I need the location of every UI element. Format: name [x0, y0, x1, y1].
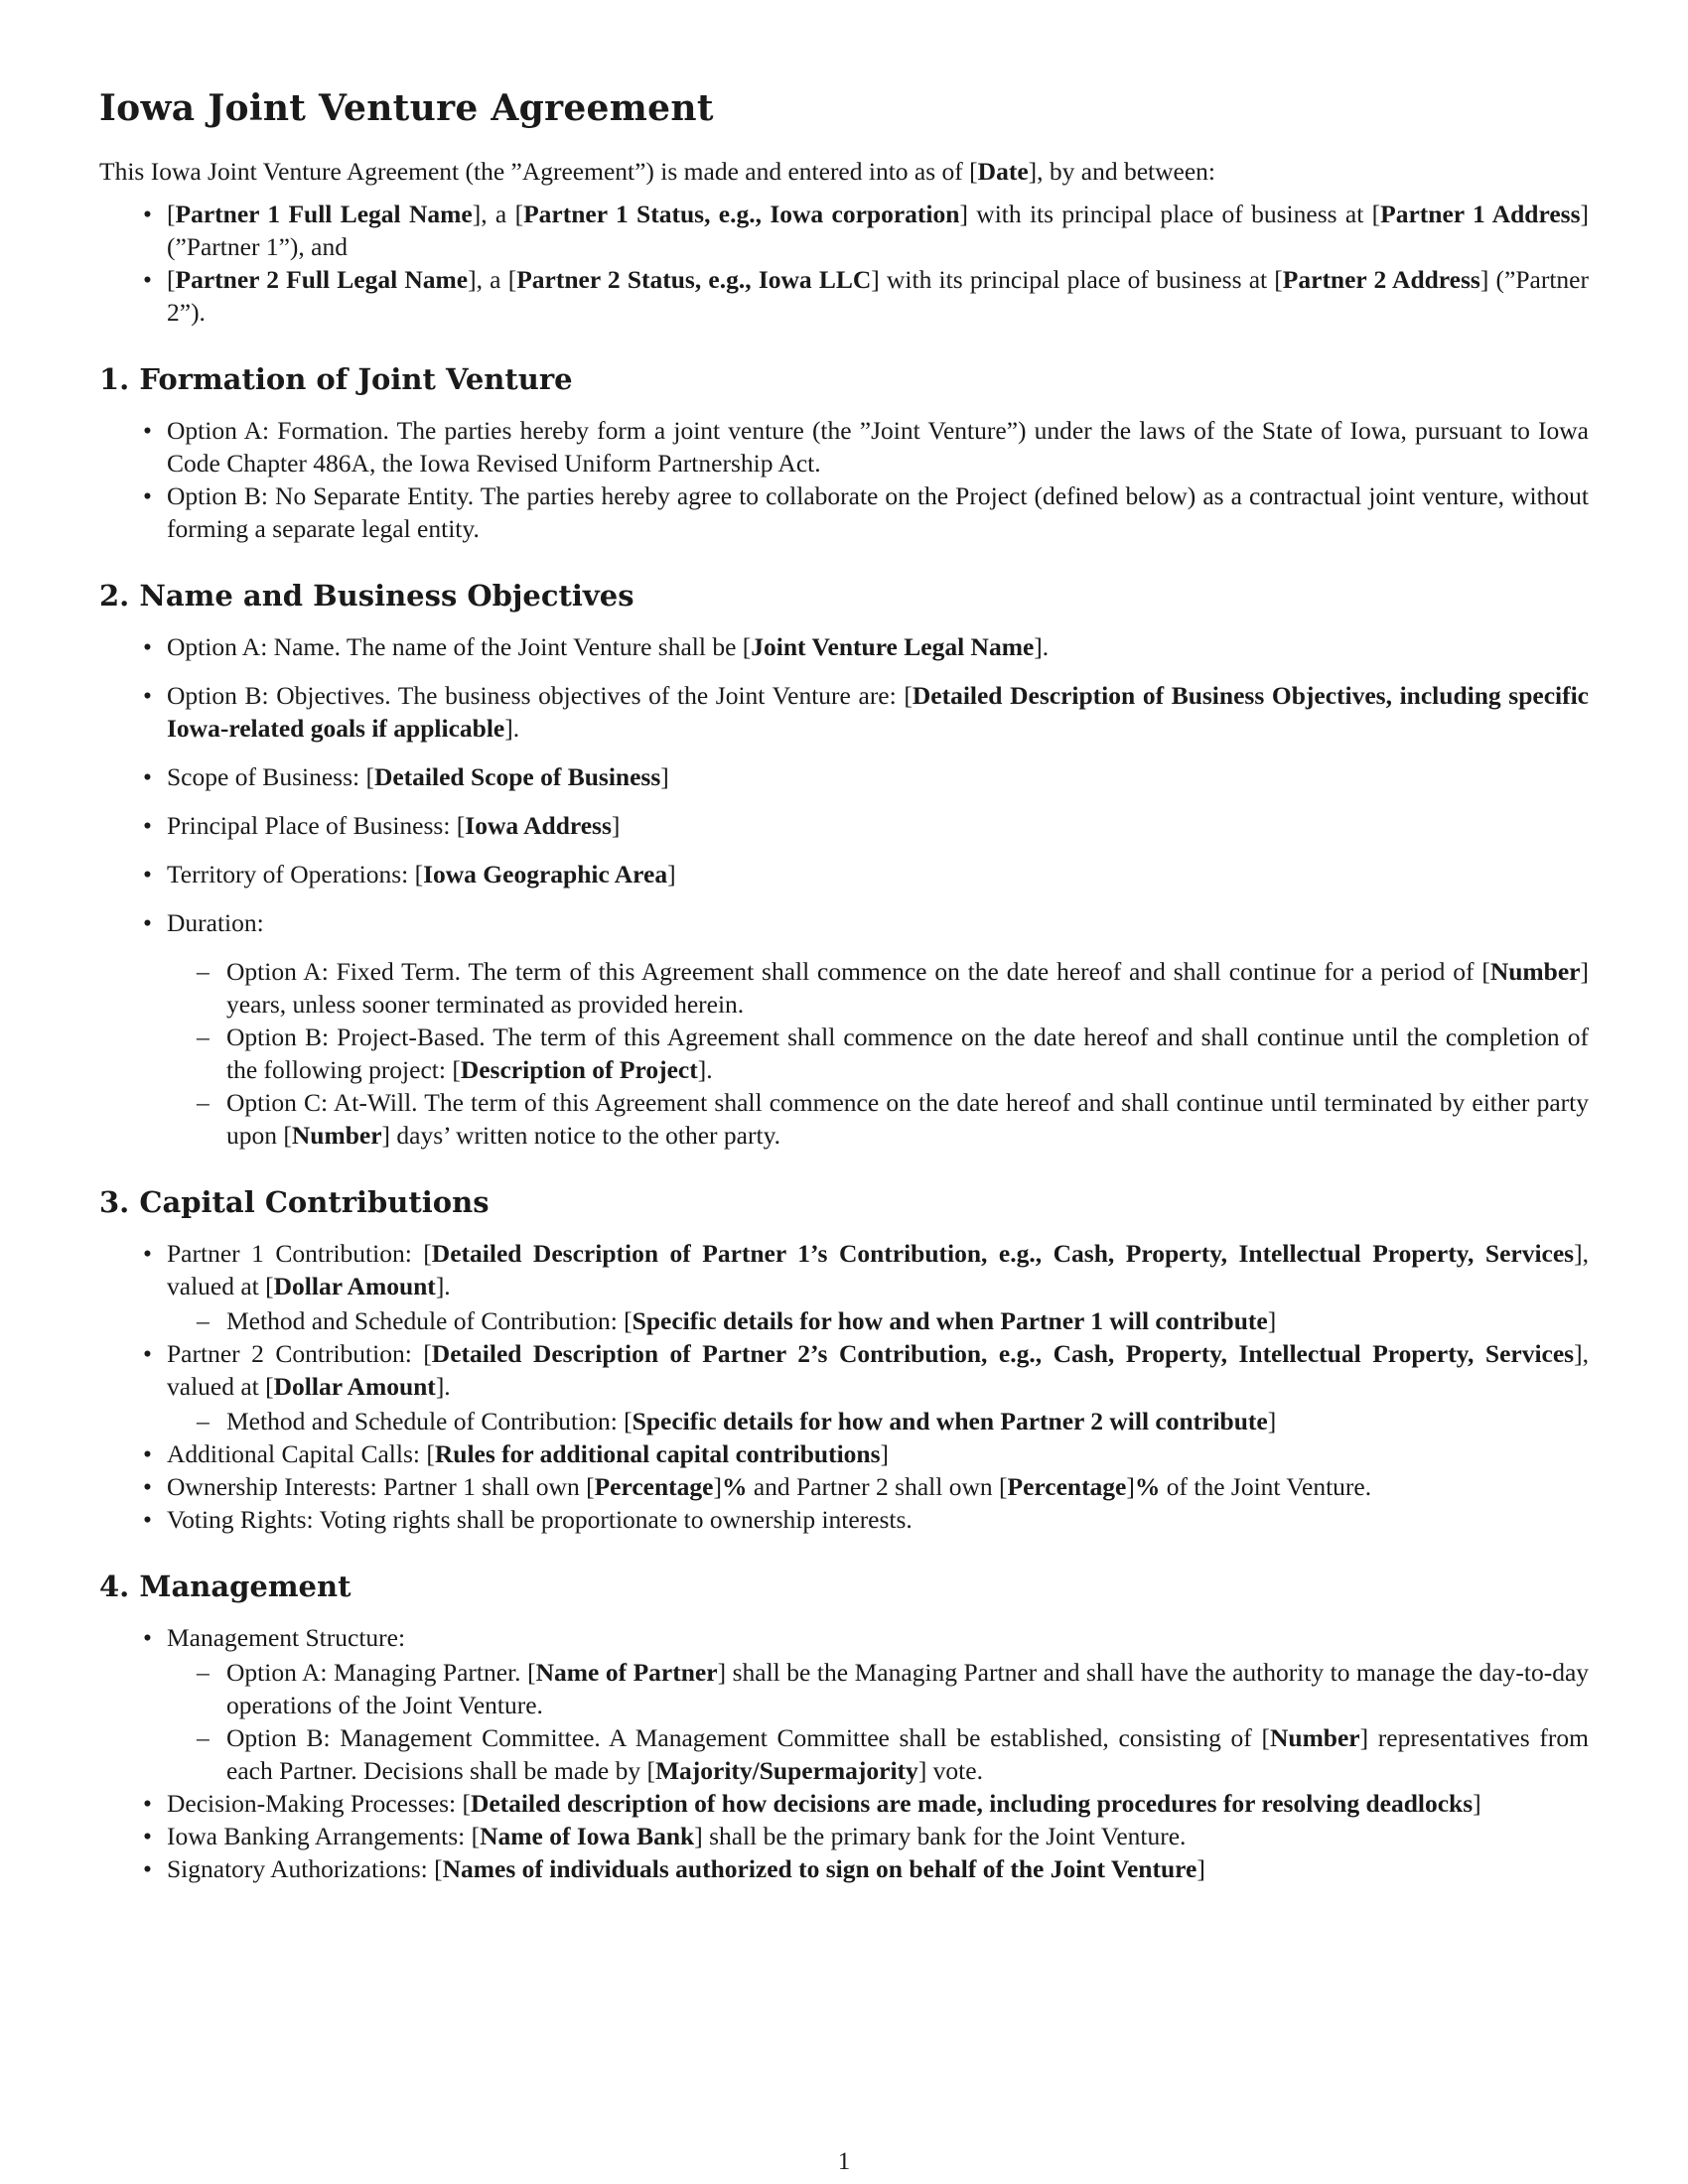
placeholder: Number [291, 1121, 382, 1150]
placeholder: Name of Partner [535, 1658, 718, 1687]
text: ], a [ [468, 265, 517, 294]
list-item [99, 1852, 1589, 1885]
text: [ [167, 200, 176, 228]
sub-list-item [167, 1304, 1589, 1337]
list-item [99, 1820, 1589, 1852]
date-placeholder: Date [977, 157, 1029, 186]
text: ] [880, 1439, 890, 1468]
placeholder: Partner 2 Full Legal Name [175, 265, 469, 294]
text: ] shall be the Managing Partner and shall have the authority to manage the day-to-day operations of the Joint Venture. [226, 1658, 1590, 1719]
section-3-heading: 3. Capital Contributions [99, 1185, 490, 1219]
text: ] [713, 1472, 722, 1501]
list-item [99, 1621, 1589, 1787]
list-item [99, 1470, 1589, 1503]
text: Option B: Management Committee. A Management Committee shall be established, consisting of [ [226, 1723, 1270, 1752]
placeholder: Detailed description of how decisions are made, including procedures for resolving deadlocks [470, 1789, 1474, 1818]
section-1-list [99, 414, 1589, 545]
placeholder: Specific details for how and when Partner 2 will contribute [632, 1407, 1268, 1435]
placeholder: Partner 1 Full Legal Name [175, 200, 473, 228]
text: ] (”Partner 2”). [167, 265, 1589, 327]
placeholder: Majority/Supermajority [654, 1756, 918, 1785]
text: Decision-Making Processes: [ [167, 1789, 471, 1818]
placeholder: Rules for additional capital contributions [434, 1439, 881, 1468]
list-item [99, 679, 1589, 745]
text: Territory of Operations: [ [167, 860, 424, 888]
placeholder: Percentage [1007, 1472, 1127, 1501]
sub-list-item [167, 955, 1589, 1021]
placeholder: Detailed Description of Partner 2’s Contribution, e.g., Cash, Property, Intellectual Property, Services [431, 1339, 1575, 1368]
text: ] days’ written notice to the other party. [381, 1121, 781, 1150]
text: Partner 2 Contribution: [ [167, 1339, 432, 1368]
text: ], valued at [ [167, 1239, 1589, 1300]
placeholder: Percentage [594, 1472, 714, 1501]
placeholder: Name of Iowa Bank [480, 1822, 695, 1850]
sub-list-item [167, 1021, 1589, 1086]
document-title: Iowa Joint Venture Agreement [99, 87, 714, 129]
section-2-heading: 2. Name and Business Objectives [99, 579, 634, 613]
text: ] representatives from each Partner. Decisions shall be made by [ [226, 1723, 1589, 1785]
placeholder: Partner 2 Status, e.g., Iowa LLC [516, 265, 872, 294]
text: Option A: Managing Partner. [ [226, 1658, 536, 1687]
percent-sign: % [721, 1472, 748, 1501]
placeholder: Detailed Description of Partner 1’s Contribution, e.g., Cash, Property, Intellectual Property, Services [431, 1239, 1575, 1268]
text: ] with its principal place of business at [ [959, 200, 1381, 228]
text: Iowa Banking Arrangements: [ [167, 1822, 481, 1850]
placeholder: Dollar Amount [273, 1372, 436, 1401]
sub-list-item [167, 1086, 1589, 1152]
percent-sign: % [1134, 1472, 1161, 1501]
text: Partner 1 Contribution: [ [167, 1239, 432, 1268]
text: Duration: [167, 908, 264, 937]
text: Method and Schedule of Contribution: [ [226, 1306, 633, 1335]
text: ] [667, 860, 676, 888]
placeholder: Partner 2 Address [1282, 265, 1480, 294]
list-item [99, 630, 1589, 663]
text: ]. [697, 1055, 713, 1084]
section-3-list [99, 1237, 1589, 1536]
text: Option C: At-Will. The term of this Agreement shall commence on the date hereof and shall continue until terminated by either party upon [ [226, 1088, 1589, 1150]
placeholder: Dollar Amount [273, 1272, 436, 1300]
text: and Partner 2 shall own [ [747, 1472, 1008, 1501]
section-4-list [99, 1621, 1589, 1885]
placeholder: Partner 1 Address [1380, 200, 1581, 228]
text: ] [1126, 1472, 1135, 1501]
section-2-list [99, 630, 1589, 1152]
text: ]. [1034, 632, 1050, 661]
list-item: • Option B: No Separate Entity. The parties hereby agree to collaborate on the Project (defined below) as a contractual joint venture, without forming a separate legal entity. [99, 479, 1589, 545]
placeholder: Iowa Address [465, 811, 612, 840]
text: ] vote. [917, 1756, 983, 1785]
placeholder: Specific details for how and when Partner 1 will contribute [632, 1306, 1268, 1335]
text: Additional Capital Calls: [ [167, 1439, 435, 1468]
placeholder: Detailed Description of Business Objectives, including specific Iowa-related goals if applicable [167, 681, 1590, 743]
text: Option B: Project-Based. The term of this Agreement shall commence on the date hereof and shall continue until the completion of the following project: [ [226, 1023, 1589, 1084]
text: ] (”Partner 1”), and [167, 200, 1589, 261]
text: Option A: Name. The name of the Joint Venture shall be [ [167, 632, 752, 661]
text: of the Joint Venture. [1160, 1472, 1372, 1501]
text: ] [1267, 1306, 1277, 1335]
section-4-heading: 4. Management [99, 1570, 352, 1603]
placeholder: Joint Venture Legal Name [751, 632, 1035, 661]
text: Option A: Fixed Term. The term of this Agreement shall commence on the date hereof and shall continue for a period of [ [226, 957, 1490, 986]
document-page [99, 87, 1589, 1885]
intro-paragraph [99, 155, 1589, 188]
list-item [99, 1437, 1589, 1470]
duration-options [167, 955, 1589, 1152]
placeholder: Detailed Scope of Business [373, 762, 661, 791]
placeholder: Number [1269, 1723, 1360, 1752]
list-item [99, 1337, 1589, 1437]
list-item [99, 1237, 1589, 1337]
partner-1-method [167, 1304, 1589, 1337]
text: Ownership Interests: Partner 1 shall own [ [167, 1472, 595, 1501]
text: [ [167, 265, 176, 294]
list-item [99, 809, 1589, 842]
intro-text: This Iowa Joint Venture Agreement (the ”Agreement”) is made and entered into as of [ [99, 157, 978, 186]
text: ]. [435, 1272, 451, 1300]
list-item: • Option A: Formation. The parties hereby form a joint venture (the ”Joint Venture”) under the laws of the State of Iowa, pursuant to Iowa Code Chapter 486A, the Iowa Revised Uniform Partnership Act. [99, 414, 1589, 479]
text: Scope of Business: [ [167, 762, 374, 791]
text: ]. [435, 1372, 451, 1401]
text: ], a [ [472, 200, 524, 228]
text: Principal Place of Business: [ [167, 811, 466, 840]
text: ] years, unless sooner terminated as provided herein. [226, 957, 1589, 1019]
text: ] [1196, 1854, 1205, 1883]
text: Signatory Authorizations: [ [167, 1854, 443, 1883]
placeholder: Description of Project [460, 1055, 698, 1084]
management-options [167, 1656, 1589, 1787]
text: ] [1267, 1407, 1277, 1435]
partner-2-method [167, 1405, 1589, 1437]
text: Option B: Objectives. The business objectives of the Joint Venture are: [ [167, 681, 913, 710]
placeholder: Number [1489, 957, 1581, 986]
text: ] [611, 811, 621, 840]
list-item [99, 906, 1589, 1152]
text: Method and Schedule of Contribution: [ [226, 1407, 633, 1435]
placeholder: Partner 1 Status, e.g., Iowa corporation [523, 200, 960, 228]
sub-list-item [167, 1405, 1589, 1437]
parties-list [99, 198, 1589, 329]
intro-text: ], by and between: [1028, 157, 1215, 186]
sub-list-item [167, 1656, 1589, 1721]
text: ] with its principal place of business at [ [871, 265, 1283, 294]
sub-list-item [167, 1721, 1589, 1787]
text: ] shall be the primary bank for the Joint Venture. [694, 1822, 1187, 1850]
text: ] [660, 762, 669, 791]
list-item [99, 760, 1589, 793]
list-item: • Voting Rights: Voting rights shall be proportionate to ownership interests. [99, 1503, 1589, 1536]
list-item [99, 1787, 1589, 1820]
text: Management Structure: [167, 1623, 406, 1652]
text: ], valued at [ [167, 1339, 1589, 1401]
text: ]. [504, 714, 520, 743]
party-item-2 [99, 263, 1589, 329]
party-item-1 [99, 198, 1589, 263]
page-number: 1 [837, 2148, 851, 2175]
placeholder: Iowa Geographic Area [423, 860, 668, 888]
placeholder: Names of individuals authorized to sign on behalf of the Joint Venture [442, 1854, 1197, 1883]
section-1-heading: 1. Formation of Joint Venture [99, 362, 573, 396]
text: ] [1473, 1789, 1481, 1818]
list-item [99, 858, 1589, 890]
